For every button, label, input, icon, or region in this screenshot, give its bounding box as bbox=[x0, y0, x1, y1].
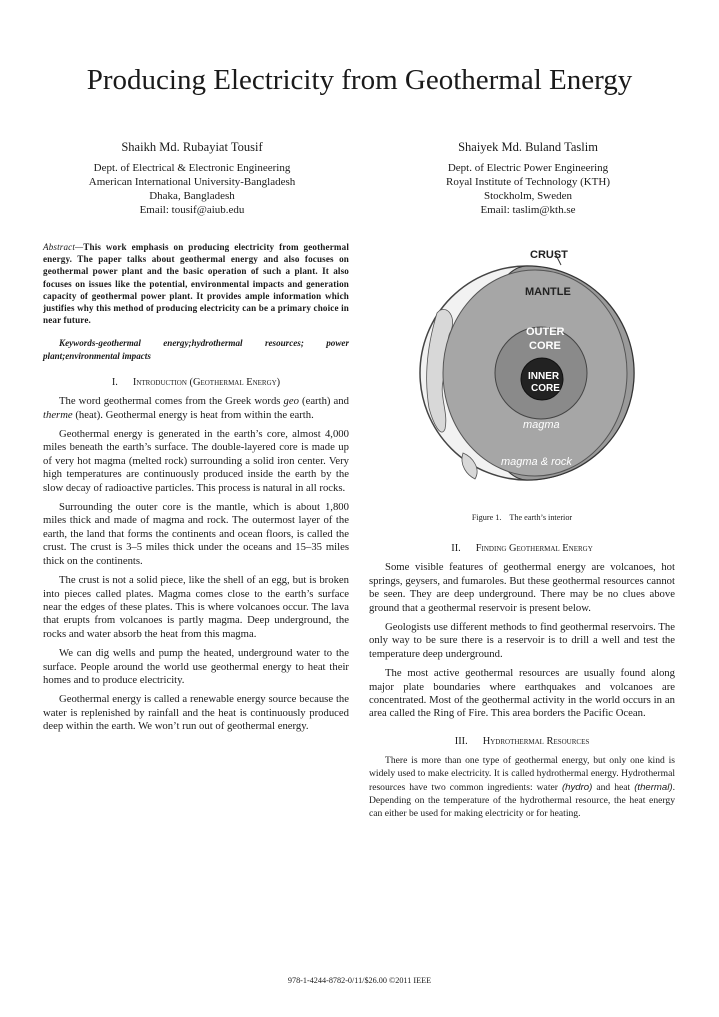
author-institution: Royal Institute of Technology (KTH) bbox=[446, 176, 610, 188]
section-title: Hydrothermal Resources bbox=[482, 735, 590, 747]
abstract bbox=[43, 241, 349, 326]
text-run: (earth) and bbox=[298, 395, 349, 408]
outer-core-label: CORE bbox=[529, 340, 561, 352]
text-run: (heat). Geothermal energy is heat from within the earth. bbox=[72, 408, 314, 421]
section-heading bbox=[43, 376, 349, 389]
section-number: II. bbox=[451, 543, 461, 554]
author-block-2 bbox=[388, 140, 668, 217]
magma-rock-label: magma & rock bbox=[501, 456, 572, 468]
paragraph: Surrounding the outer core is the mantle, which is about 1,800 miles thick and made of magma and rock. The outermost layer of the earth, the land that forms the continents and ocean floors, is called the crust. The crust is 3–5 miles thick under the oceans and 15–35 miles thick on the continents. bbox=[43, 501, 349, 567]
caption-label: Figure 1. bbox=[471, 513, 502, 522]
paragraph: Geothermal energy is generated in the earth’s core, almost 4,000 miles beneath the earth’s surface. The double-layered core is made up of very hot magma (melted rock) surrounding a solid iron center. Very high temperatures are continuously produced inside the earth by the slow decay of radioactive particles. This process is natural in all rocks. bbox=[43, 428, 349, 494]
caption-text: The earth’s interior bbox=[509, 513, 573, 522]
paragraph: The most active geothermal resources are usually found along major plate boundaries where earthquakes and volcanoes are concentrated. Most of the geothermal activity in the world occurs in an area called the Ring of Fire. This area borders the Pacific Ocean. bbox=[369, 667, 675, 720]
crust-label: CRUST bbox=[530, 249, 568, 261]
abstract-text: This work emphasis on producing electricity from geothermal energy. The paper talks about geothermal energy and also focuses on geothermal power plant and the basic operation of such a plant. It also focuses on issues like the potential, environmental impacts and generation capacity of geothermal power plant. It provides ample information which justifies why this method of producing electricity can be a primary choice in near future. bbox=[43, 242, 349, 326]
italic-term: therme bbox=[43, 408, 73, 421]
inner-core-label: INNER bbox=[528, 371, 560, 382]
section-heading bbox=[369, 542, 675, 555]
mantle-label: MANTLE bbox=[525, 286, 571, 298]
paper-title: Producing Electricity from Geothermal Energy bbox=[86, 64, 633, 96]
text-run: There is more than one type of geothermal energy, but only one kind is widely used to make electricity. It is called hydrothermal energy. Hydrothermal resources have two common ingredients: water bbox=[369, 755, 675, 793]
author-location: Stockholm, Sweden bbox=[484, 190, 572, 202]
text-run: and heat bbox=[592, 781, 635, 793]
author-institution: American International University-Bangladesh bbox=[88, 176, 296, 188]
author-name: Shaikh Md. Rubayiat Tousif bbox=[121, 140, 263, 154]
author-email: Email: tousif@aiub.edu bbox=[139, 204, 245, 216]
author-email: Email: taslim@kth.se bbox=[480, 204, 576, 216]
figure-caption bbox=[369, 513, 675, 522]
text-run: . Depending on the temperature of the hydrothermal resource, the heat energy can either be used for making electricity or for heating. bbox=[369, 781, 675, 820]
abstract-lead: Abstract— bbox=[43, 242, 84, 252]
author-department: Dept. of Electric Power Engineering bbox=[447, 162, 609, 174]
outer-core-label: OUTER bbox=[526, 326, 565, 338]
italic-term: geo bbox=[283, 395, 299, 408]
section-number: III. bbox=[454, 735, 468, 747]
paragraph: We can dig wells and pump the heated, underground water to the surface. People around the world use geothermal energy to heat their homes and to produce electricity. bbox=[43, 647, 349, 686]
section-heading bbox=[369, 735, 675, 748]
author-block-1 bbox=[52, 140, 332, 217]
section-title: Introduction (Geothermal Energy) bbox=[132, 376, 281, 388]
paragraph bbox=[43, 395, 349, 422]
right-column bbox=[369, 542, 675, 826]
italic-term: (hydro) bbox=[561, 781, 593, 793]
paragraph bbox=[369, 754, 675, 820]
paragraph: The crust is not a solid piece, like the shell of an egg, but is broken into pieces called plates. Magma comes close to the earth’s surface near the edges of these plates. This is where volcanoes occur. The lava that erupts from volcanoes is partly magma. Deep underground, the rocks and water absorb the heat from this magma. bbox=[43, 574, 349, 640]
copyright-footer: 978-1-4244-8782-0/11/$26.00 ©2011 IEEE bbox=[287, 976, 432, 985]
earth-interior-figure bbox=[415, 243, 639, 503]
paragraph: Some visible features of geothermal energy are volcanoes, hot springs, geysers, and fumaroles. But these geothermal resources cannot be seen. They are deep underground. There may be no clues above ground that a geothermal reservoir is present below. bbox=[369, 561, 675, 614]
magma-label: magma bbox=[523, 419, 560, 431]
author-department: Dept. of Electrical & Electronic Engineering bbox=[93, 162, 291, 174]
left-column bbox=[43, 241, 349, 740]
author-location: Dhaka, Bangladesh bbox=[149, 190, 235, 202]
paragraph: Geologists use different methods to find geothermal reservoirs. The only way to be sure there is a reservoir is to drill a well and test the temperature deep underground. bbox=[369, 621, 675, 660]
inner-core-label: CORE bbox=[531, 383, 560, 394]
section-title: Finding Geothermal Energy bbox=[475, 543, 593, 554]
paragraph: Geothermal energy is called a renewable energy source because the water is replenished by rainfall and the heat is continuously produced deep within the earth. We won’t run out of geothermal energy. bbox=[43, 693, 349, 733]
author-name: Shaiyek Md. Buland Taslim bbox=[458, 140, 598, 154]
section-number: I. bbox=[111, 376, 118, 388]
text-run: The word geothermal comes from the Greek words bbox=[59, 395, 284, 408]
italic-term: (thermal) bbox=[634, 781, 673, 793]
keywords: Keywords-geothermal energy;hydrothermal resources; power plant;environmental impacts bbox=[43, 338, 349, 361]
